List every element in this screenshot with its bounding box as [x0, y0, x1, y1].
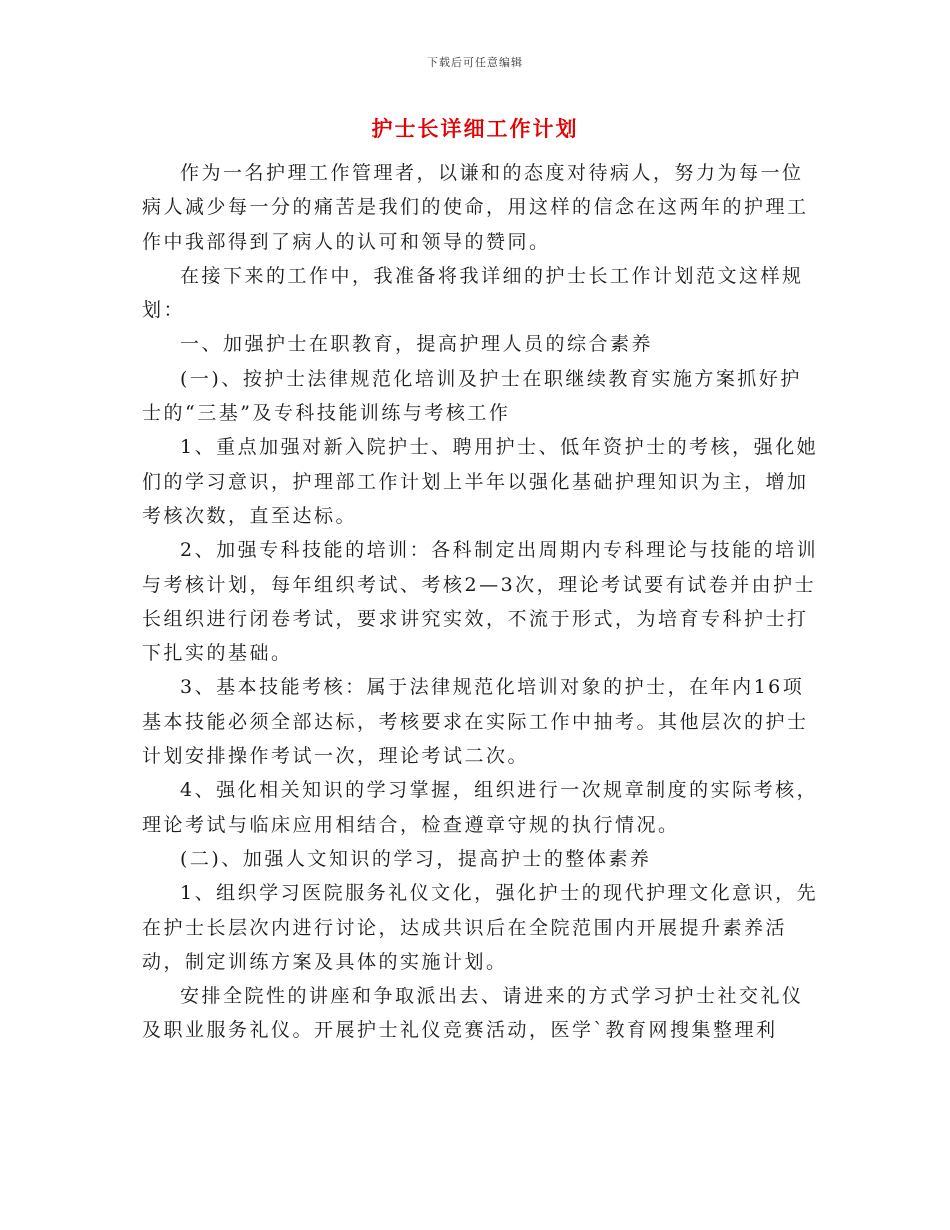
paragraph-intro: 作为一名护理工作管理者，以谦和的态度对待病人，努力为每一位病人减少每一分的痛苦是我们的使命，用这样的信念在这两年的护理工作中我部得到了病人的认可和领导的赞同。 [142, 162, 809, 253]
paragraph-etiquette: 安排全院性的讲座和争取派出去、请进来的方式学习护士社交礼仪及职业服务礼仪。开展护士礼仪竞赛活动，医学`教育网搜集整理利 [142, 985, 804, 1042]
paragraph-plan-intro: 在接下来的工作中，我准备将我详细的护士长工作计划范文这样规划： [142, 264, 804, 322]
list-item-5: 1、组织学习医院服务礼仪文化，强化护士的现代护理文化意识，先在护士长层次内进行讨论，达成共识后在全院范围内开展提升素养活动，制定训练方案及具体的实施计划。 [142, 882, 819, 973]
list-item-2: 2、加强专科技能的培训：各科制定出周期内专科理论与技能的培训与考核计划，每年组织考试、考核2—3次，理论考试要有试卷并由护士长组织进行闭卷考试，要求讲究实效，不流于形式，为培育专科护士打下扎实的基础。 [142, 539, 819, 665]
list-item-1: 1、重点加强对新入院护士、聘用护士、低年资护士的考核，强化她们的学习意识，护理部工作计划上半年以强化基础护理知识为主，增加考核次数，直至达标。 [142, 436, 819, 527]
page-header-note: 下载后可任意编辑 [427, 56, 523, 69]
list-item-4: 4、强化相关知识的学习掌握，组织进行一次规章制度的实际考核，理论考试与临床应用相结合，检查遵章守规的执行情况。 [142, 779, 819, 836]
list-item-3: 3、基本技能考核：属于法律规范化培训对象的护士，在年内16项基本技能必须全部达标，考核要求在实际工作中抽考。其他层次的护士计划安排操作考试一次，理论考试二次。 [142, 676, 809, 768]
section-heading-1: 一、加强护士在职教育，提高护理人员的综合素养 [180, 333, 654, 356]
document-body [142, 156, 822, 1048]
subsection-heading-1: (一)、按护士法律规范化培训及护士在职继续教育实施方案抓好护士的“三基”及专科技能训练与考核工作 [142, 367, 802, 425]
document-title: 护士长详细工作计划 [371, 116, 579, 141]
subsection-heading-2: (二)、加强人文知识的学习，提高护士的整体素养 [180, 847, 652, 870]
